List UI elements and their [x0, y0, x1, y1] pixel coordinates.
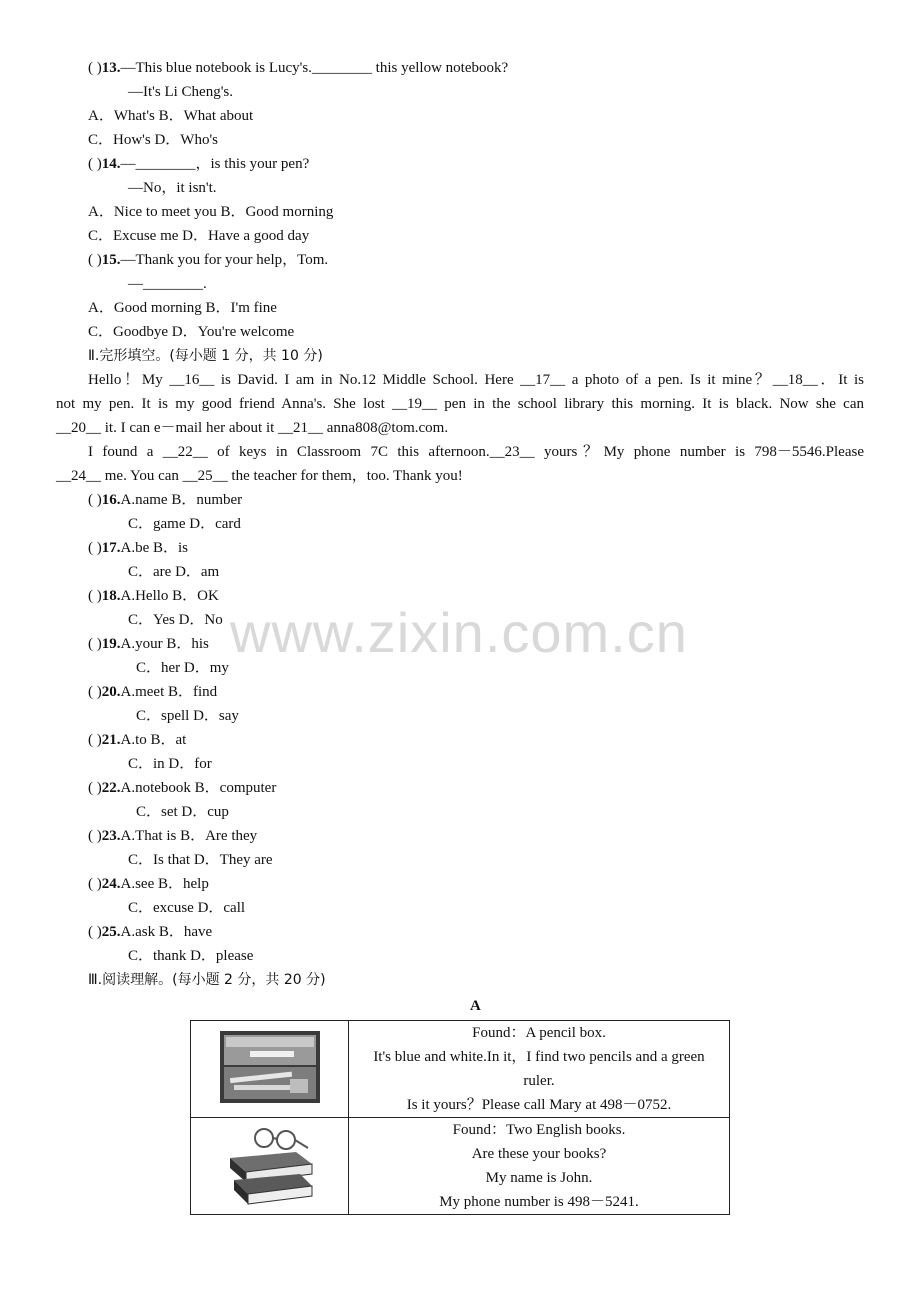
cloze-20: ( )20.A.meet B．find [88, 684, 218, 700]
blank-18: __18__ [772, 372, 818, 388]
options-ab: A.ask B．have [120, 924, 213, 940]
found-notice-row [191, 1118, 730, 1215]
cloze-22: ( )22.A.notebook B．computer [88, 780, 277, 796]
question-14-options-ab: A．Nice to meet you B．Good morning [88, 204, 334, 220]
found-notices-table [190, 1020, 730, 1215]
question-13-reply: —It's Li Cheng's. [128, 84, 233, 100]
question-number: 19. [101, 636, 121, 652]
part-a-label: A [470, 998, 481, 1014]
question-number: 22. [101, 780, 121, 796]
passage-line-3: __20__ it. I can e－mail her about it __21__ anna808@tom.com. [56, 420, 449, 436]
options-ab: A.be B．is [120, 540, 189, 556]
question-number: 21. [101, 732, 121, 748]
passage-line-2: not my pen. It is my good friend Anna's. She lost __19__ pen in the school library this morning. It is black. Now she can [56, 396, 864, 412]
text: ．It is [817, 372, 865, 388]
cloze-21: ( )21.A.to B．at [88, 732, 187, 748]
section-2-heading: Ⅱ.完形填空。(每小题 1 分，共 10 分) [88, 348, 323, 364]
question-15-reply: —________. [128, 276, 207, 292]
notice-contact: Is it yours？Please call Mary at 498－0752. [406, 1097, 672, 1113]
cloze-24: ( )24.A.see B．help [88, 876, 209, 892]
cloze-24-cd: C．excuse D．call [128, 900, 246, 916]
cloze-22-cd: C．set D．cup [136, 804, 229, 820]
notice-line: Are these your books? [471, 1146, 607, 1162]
section-3-heading: Ⅲ.阅读理解。(每小题 2 分，共 20 分) [88, 972, 326, 988]
cloze-19-cd: C．her D．my [136, 660, 229, 676]
answer-paren: ( ) [88, 252, 102, 268]
cloze-25-cd: C．thank D．please [128, 948, 254, 964]
options-ab: A.Hello B．OK [120, 588, 219, 604]
watermark: www.zixin.com.cn [230, 601, 688, 664]
question-text: —This blue notebook is Lucy's.________ this yellow notebook? [120, 60, 509, 76]
passage-line-4: I found a __22__ of keys in Classroom 7C this afternoon.__23__ yours？My phone number is 798－5546.Please [88, 444, 864, 460]
cloze-17: ( )17.A.be B．is [88, 540, 189, 556]
notice-line: ruler. [523, 1073, 555, 1089]
options-ab: A.your B．his [120, 636, 209, 652]
answer-paren: ( ) [88, 60, 102, 76]
blank-17: __17__ [520, 372, 566, 388]
pencil-box-cell [191, 1021, 349, 1118]
text: Hello！My [88, 372, 170, 388]
question-number: 16. [101, 492, 121, 508]
question-number: 24. [101, 876, 121, 892]
cloze-16-cd: C．game D．card [128, 516, 241, 532]
books-cell [191, 1118, 349, 1215]
question-14-reply: —No，it isn't. [128, 180, 217, 196]
options-ab: A.see B．help [120, 876, 209, 892]
question-15-options-cd: C．Goodbye D．You're welcome [88, 324, 295, 340]
cloze-23-cd: C．Is that D．They are [128, 852, 273, 868]
options-ab: A.notebook B．computer [120, 780, 277, 796]
question-text: —Thank you for your help，Tom. [120, 252, 329, 268]
notice-title: Found：Two English books. [452, 1122, 626, 1138]
cloze-23: ( )23.A.That is B．Are they [88, 828, 258, 844]
cloze-20-cd: C．spell D．say [136, 708, 239, 724]
cloze-21-cd: C．in D．for [128, 756, 212, 772]
options-ab: A.name B．number [120, 492, 243, 508]
found-notice-row [191, 1021, 730, 1118]
blank-16: __16__ [169, 372, 215, 388]
question-15-options-ab: A．Good morning B．I'm fine [88, 300, 277, 316]
options-ab: A.meet B．find [120, 684, 218, 700]
passage-line-1 [88, 370, 864, 390]
text: a photo of a pen. Is it mine？ [565, 372, 773, 388]
cloze-16: ( )16.A.name B．number [88, 492, 243, 508]
notice-line: It's blue and white.In it，I find two pencils and a green [373, 1049, 705, 1065]
notice-contact: My phone number is 498－5241. [439, 1194, 639, 1210]
answer-paren: ( ) [88, 156, 102, 172]
pencil-box-icon [220, 1031, 320, 1103]
notice-title: Found：A pencil box. [472, 1025, 606, 1041]
found-notice-1 [349, 1021, 730, 1118]
question-14 [88, 154, 309, 174]
question-13-options-ab: A．What's B．What about [88, 108, 254, 124]
found-notice-2 [349, 1118, 730, 1215]
cloze-18: ( )18.A.Hello B．OK [88, 588, 219, 604]
question-number: 15. [101, 252, 121, 268]
question-number: 18. [101, 588, 121, 604]
question-15 [88, 250, 328, 270]
cloze-19: ( )19.A.your B．his [88, 636, 209, 652]
question-number: 23. [101, 828, 121, 844]
notice-line: My name is John. [485, 1170, 593, 1186]
question-number: 20. [101, 684, 121, 700]
books-with-glasses-icon [224, 1122, 316, 1206]
question-number: 13. [101, 60, 121, 76]
text: is David. I am in No.12 Middle School. Here [214, 372, 521, 388]
question-number: 17. [101, 540, 121, 556]
options-ab: A.That is B．Are they [120, 828, 258, 844]
question-13 [88, 58, 508, 78]
passage-line-5: __24__ me. You can __25__ the teacher for them，too. Thank you! [56, 468, 463, 484]
cloze-18-cd: C．Yes D．No [128, 612, 223, 628]
question-text: —________，is this your pen? [120, 156, 310, 172]
cloze-25: ( )25.A.ask B．have [88, 924, 213, 940]
options-ab: A.to B．at [120, 732, 187, 748]
question-14-options-cd: C．Excuse me D．Have a good day [88, 228, 310, 244]
question-number: 25. [101, 924, 121, 940]
question-number: 14. [101, 156, 121, 172]
question-13-options-cd: C．How's D．Who's [88, 132, 218, 148]
cloze-17-cd: C．are D．am [128, 564, 220, 580]
